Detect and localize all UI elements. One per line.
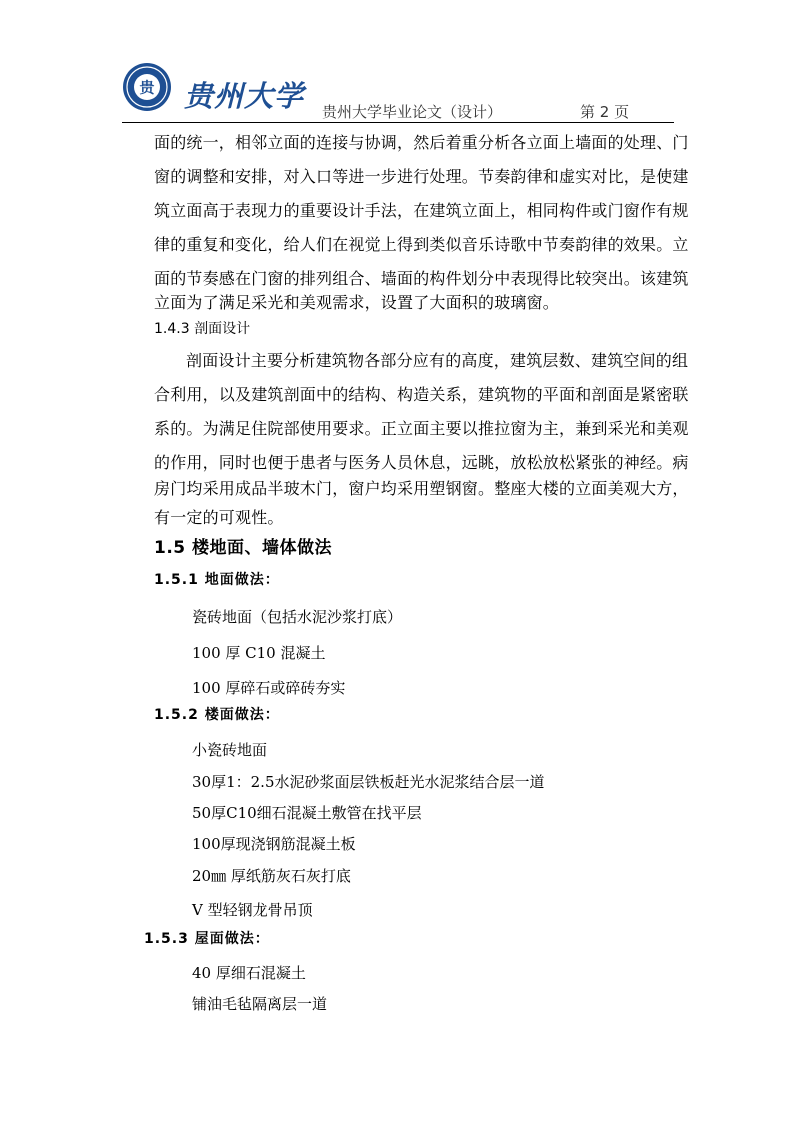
list-item: 100厚现浇钢筋混凝土板 — [192, 835, 356, 853]
list-item: 40 厚细石混凝土 — [192, 964, 306, 982]
section-heading-1-5: 1.5 楼地面、墙体做法 — [154, 538, 333, 558]
page-number: 第 2 页 — [580, 103, 630, 121]
list-item: 100 厚碎石或碎砖夯实 — [192, 679, 346, 697]
seal-character: 贵 — [139, 78, 155, 97]
paragraph-line: 窗的调整和安排，对入口等进一步进行处理。节奏韵律和虚实对比，是使建 — [154, 167, 689, 186]
paragraph-line: 有一定的可观性。 — [154, 508, 284, 527]
university-seal-icon — [122, 62, 172, 112]
paragraph-line: 筑立面高于表现力的重要设计手法，在建筑立面上，相同构件或门窗作有规 — [154, 201, 689, 220]
section-heading-1-5-2: 1.5.2 楼面做法： — [154, 707, 280, 723]
paragraph-line: 律的重复和变化，给人们在视觉上得到类似音乐诗歌中节奏韵律的效果。立 — [154, 235, 689, 254]
list-item: 30厚1：2.5水泥砂浆面层铁板赶光水泥浆结合层一道 — [192, 773, 545, 791]
university-wordmark: 贵州大学 — [184, 79, 305, 113]
list-item: 瓷砖地面（包括水泥沙浆打底） — [192, 608, 403, 626]
paragraph-line: 面的节奏感在门窗的排列组合、墙面的构件划分中表现得比较突出。该建筑 — [154, 269, 689, 288]
list-item: 20㎜ 厚纸筋灰石灰打底 — [192, 867, 351, 885]
list-item: 50厚C10细石混凝土敷管在找平层 — [192, 804, 422, 822]
page-header — [122, 60, 674, 122]
paragraph-line: 合利用，以及建筑剖面中的结构、构造关系，建筑物的平面和剖面是紧密联 — [154, 385, 689, 404]
header-title: 贵州大学毕业论文（设计） — [322, 103, 503, 121]
list-item: 100 厚 C10 混凝土 — [192, 644, 326, 662]
section-heading-1-4-3: 1.4.3 剖面设计 — [154, 321, 251, 337]
paragraph-line: 房门均采用成品半玻木门，窗户均采用塑钢窗。整座大楼的立面美观大方， — [154, 479, 689, 498]
section-heading-1-5-1: 1.5.1 地面做法： — [154, 572, 280, 588]
list-item: V 型轻钢龙骨吊顶 — [192, 901, 313, 919]
paragraph-line: 立面为了满足采光和美观需求，设置了大面积的玻璃窗。 — [154, 293, 560, 312]
paragraph-line: 剖面设计主要分析建筑物各部分应有的高度，建筑层数、建筑空间的组 — [186, 351, 689, 370]
list-item: 铺油毛毡隔离层一道 — [192, 995, 328, 1013]
paragraph-line: 的作用，同时也便于患者与医务人员休息，远眺，放松放松紧张的神经。病 — [154, 453, 689, 472]
paragraph-line: 系的。为满足住院部使用要求。正立面主要以推拉窗为主，兼到采光和美观 — [154, 419, 689, 438]
list-item: 小瓷砖地面 — [192, 741, 268, 759]
header-divider — [122, 122, 674, 123]
section-heading-1-5-3: 1.5.3 屋面做法： — [144, 931, 270, 947]
paragraph-line: 面的统一，相邻立面的连接与协调，然后着重分析各立面上墙面的处理、门 — [154, 133, 689, 152]
